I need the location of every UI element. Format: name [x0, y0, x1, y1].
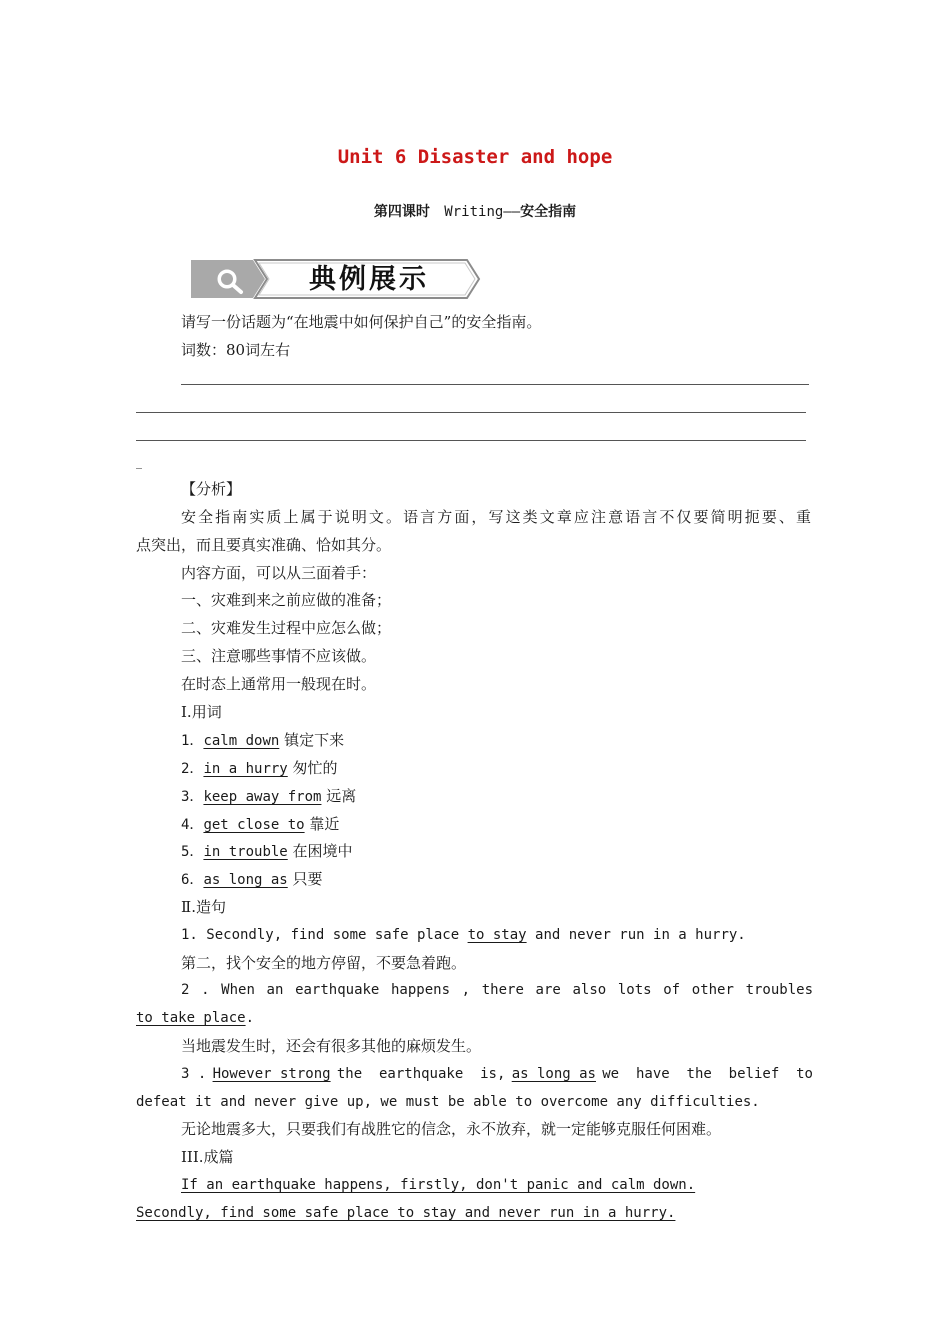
task-line-1: 请写一份话题为“在地震中如何保护自己”的安全指南。 [181, 313, 542, 331]
vocab-item: 6．as long as 只要 [181, 870, 323, 888]
task-line-2: 词数：80词左右 [181, 341, 291, 359]
answer-line-stub: _ [136, 455, 142, 469]
vocab-item: 3．keep away from 远离 [181, 787, 357, 805]
content-point-1: 一、灾难到来之前应做的准备； [181, 591, 392, 609]
sentence-2-line-2: to take place. [136, 1010, 255, 1026]
sentence-2-line-1: 2 . When an earthquake happens , there are also lots of other troubles [181, 982, 813, 998]
section-banner [189, 258, 481, 300]
answer-line [181, 384, 809, 385]
section-heading-sentences: Ⅱ.造句 [181, 898, 226, 916]
sentence-1: 1. Secondly, find some safe place to stay and never run in a hurry. [181, 927, 746, 943]
banner-label: 典例展示 [309, 264, 429, 295]
page-title: Unit 6 Disaster and hope [337, 146, 613, 168]
section-heading-vocabulary: Ⅰ.用词 [181, 703, 222, 721]
sentence-3-line-2: defeat it and never give up, we must be able to overcome any difficulties. [136, 1094, 760, 1110]
lesson-topic-cn: 安全指南 [520, 204, 577, 220]
essay-line-1: If an earthquake happens, firstly, don't panic and calm down. [181, 1177, 696, 1193]
analysis-paragraph-line-2: 点突出，而且要真实准确、恰如其分。 [136, 536, 392, 554]
answer-line [136, 412, 806, 413]
vocab-item: 4．get close to 靠近 [181, 815, 340, 833]
answer-line [136, 440, 806, 441]
vocab-item: 1．calm down 镇定下来 [181, 731, 345, 749]
vocab-item: 5．in trouble 在困境中 [181, 842, 353, 860]
tense-note: 在时态上通常用一般现在时。 [181, 675, 377, 693]
page-subtitle [0, 201, 950, 221]
analysis-heading: 【分析】 [181, 480, 242, 498]
sentence-2-translation: 当地震发生时，还会有很多其他的麻烦发生。 [181, 1037, 482, 1055]
essay-line-2: Secondly, find some safe place to stay and never run in a hurry. [136, 1205, 676, 1221]
content-point-2: 二、灾难发生过程中应怎么做； [181, 619, 392, 637]
sentence-3-line-1: 3 . However strong the earthquake is, as long as we have the belief to [181, 1066, 813, 1082]
sentence-3-translation: 无论地震多大，只要我们有战胜它的信念，永不放弃，就一定能够克服任何困难。 [181, 1120, 722, 1138]
vocab-item: 2．in a hurry 匆忙的 [181, 759, 338, 777]
content-heading: 内容方面，可以从三面着手： [181, 564, 377, 582]
section-heading-essay: III.成篇 [181, 1148, 234, 1166]
analysis-paragraph-line-1: 安全指南实质上属于说明文。语言方面，写这类文章应注意语言不仅要简明扼要、重 [181, 508, 811, 526]
content-point-3: 三、注意哪些事情不应该做。 [181, 647, 377, 665]
lesson-topic-en: Writing—— [444, 204, 521, 220]
lesson-number: 第四课时 [373, 204, 430, 220]
sentence-1-translation: 第二，找个安全的地方停留，不要急着跑。 [181, 954, 467, 972]
